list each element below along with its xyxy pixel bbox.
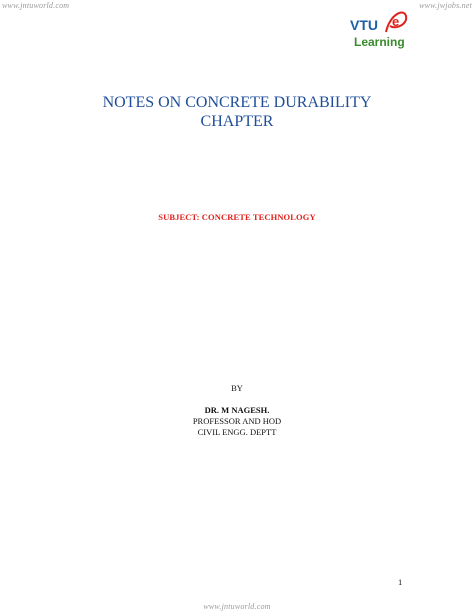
author-designation: PROFESSOR AND HOD — [192, 416, 282, 426]
watermark-bottom: www.jntuworld.com — [203, 602, 271, 611]
page-number: 1 — [398, 577, 403, 587]
document-title — [0, 93, 474, 131]
title-line-1: NOTES ON CONCRETE DURABILITY — [102, 94, 372, 111]
watermark-top-right: www.jwjobs.net — [419, 1, 472, 10]
by-label: BY — [231, 383, 243, 393]
subject-line: SUBJECT: CONCRETE TECHNOLOGY — [158, 212, 316, 222]
watermark-top-left: www.jntuworld.com — [2, 1, 70, 10]
logo-vtu-text: VTU — [350, 17, 378, 33]
logo-e-letter: e — [392, 14, 400, 29]
author-block — [0, 383, 474, 438]
title-line-2: CHAPTER — [200, 113, 274, 130]
author-name: DR. M NAGESH. — [204, 405, 270, 415]
vtu-elearning-logo — [346, 8, 414, 50]
author-department: CIVIL ENGG. DEPTT — [197, 427, 277, 437]
logo-learning-text: Learning — [354, 35, 405, 49]
